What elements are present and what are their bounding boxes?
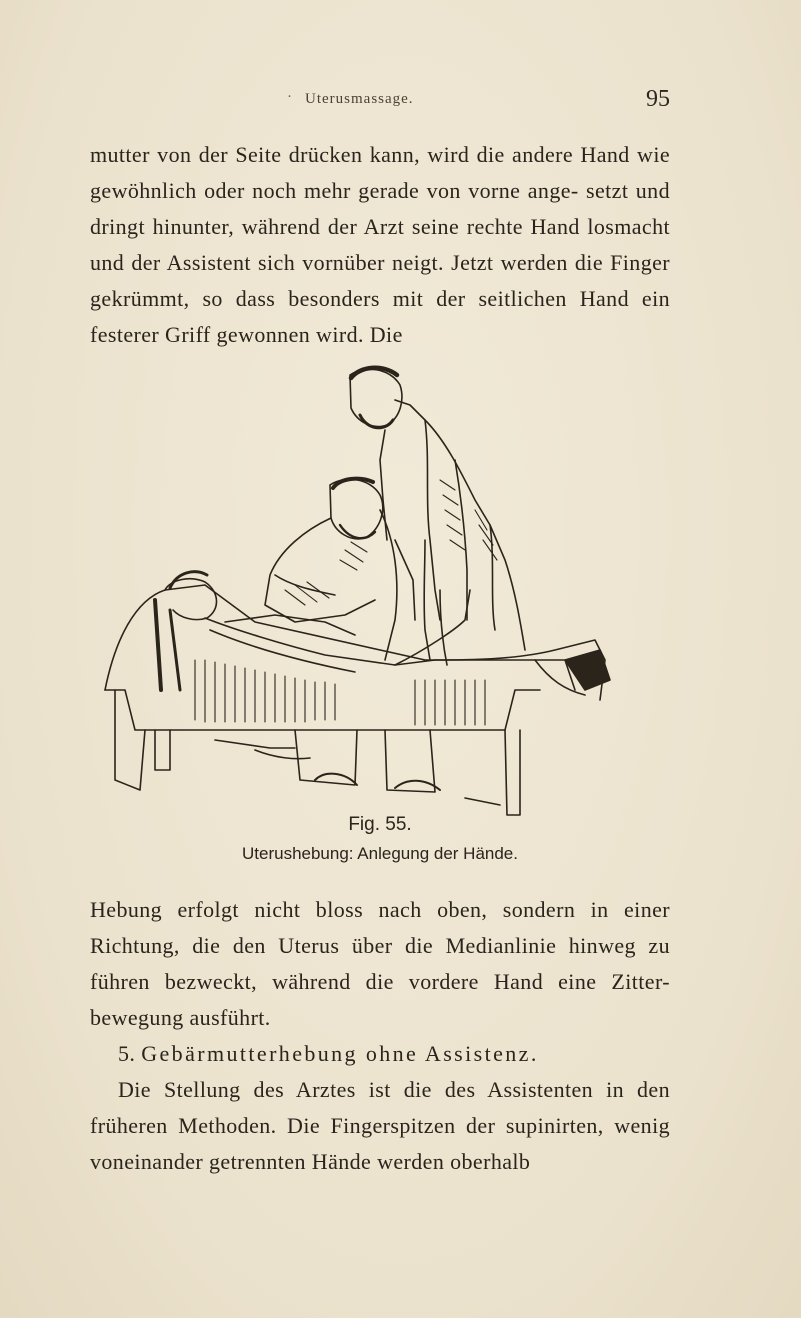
body-text-top [90,137,670,353]
figure-caption: Uterushebung: Anlegung der Hände. [242,844,518,863]
running-title: · Uterusmassage. [305,91,414,108]
engraving-uterus-lifting [95,360,615,820]
page-number: 95 [646,86,670,112]
paragraph-top: mutter von der Seite drücken kann, wird die andere Hand wie gewöhnlich oder noch mehr gerade von vorne ange- setzt und dringt hinunter, während der Arzt seine rechte Hand losmacht und der Assistent sich vornüber neigt. Jetzt werden die Finger gekrümmt, so dass besonders mit der seitlichen Hand ein festerer Griff gewonnen wird. Die [90,142,670,347]
figure-number: Fig. 55. [348,814,412,835]
paragraph-continued: Hebung erfolgt nicht bloss nach oben, sondern in einer Richtung, die den Uterus über die Medianlinie hinweg zu führen bezweckt, während die vordere Hand eine Zitter- bewegung ausführt. [90,897,670,1030]
figure-illustration [95,360,615,820]
section-heading [90,1036,670,1072]
paragraph-section: Die Stellung des Arztes ist die des Assistenten in den früheren Methoden. Die Fingerspitzen der supinirten, wenig voneinander getrennten Hände werden oberhalb [90,1077,670,1174]
section-title: Gebärmutterhebung ohne Assistenz. [141,1041,539,1066]
body-text-bottom [90,892,670,1180]
section-number: 5. [118,1041,136,1066]
running-head [90,88,670,118]
